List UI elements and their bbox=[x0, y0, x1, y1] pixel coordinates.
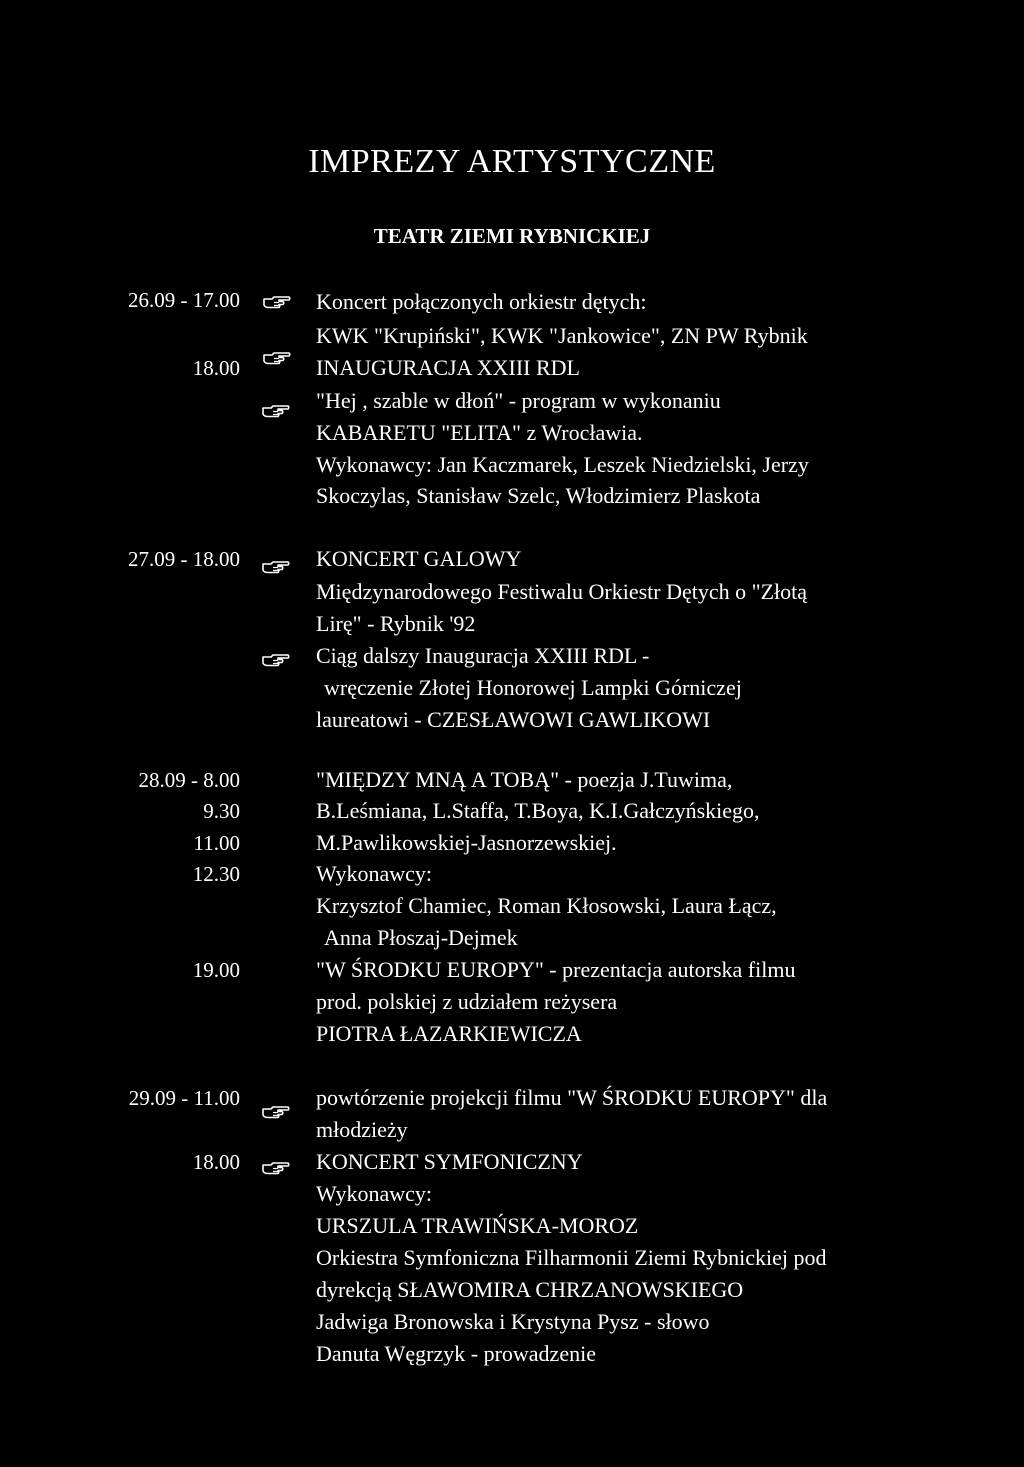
event-line: Jadwiga Bronowska i Krystyna Pysz - słowo bbox=[316, 1309, 710, 1334]
pointing-hand-icon bbox=[262, 559, 290, 575]
event-line: dyrekcją SŁAWOMIRA CHRZANOWSKIEGO bbox=[316, 1277, 744, 1302]
event-line: KABARETU "ELITA" z Wrocławia. bbox=[316, 420, 643, 445]
pointing-hand-icon bbox=[262, 1104, 290, 1120]
pointing-hand-icon bbox=[262, 403, 290, 419]
time-label: 18.00 bbox=[192, 356, 240, 380]
event-line: Wykonawcy: Jan Kaczmarek, Leszek Niedzielski, Jerzy bbox=[316, 452, 809, 477]
event-line: Koncert połączonych orkiestr dętych: bbox=[316, 289, 647, 314]
time-label: 19.00 bbox=[192, 958, 240, 982]
time-label: 26.09 - 17.00 bbox=[128, 288, 240, 312]
time-label: 9.30 bbox=[203, 799, 240, 823]
event-line: KONCERT SYMFONICZNY bbox=[316, 1149, 583, 1174]
pointing-hand-icon bbox=[263, 350, 291, 366]
event-line: Wykonawcy: bbox=[316, 861, 432, 886]
event-line: laureatowi - CZESŁAWOWI GAWLIKOWI bbox=[316, 707, 711, 732]
event-line: prod. polskiej z udziałem reżysera bbox=[316, 989, 618, 1014]
event-line: KONCERT GALOWY bbox=[316, 546, 522, 571]
event-line: URSZULA TRAWIŃSKA-MOROZ bbox=[316, 1213, 639, 1238]
page-title: IMPREZY ARTYSTYCZNE bbox=[308, 143, 716, 180]
event-line: Ciąg dalszy Inauguracja XXIII RDL - bbox=[316, 643, 650, 668]
event-line: Skoczylas, Stanisław Szelc, Włodzimierz Plaskota bbox=[316, 483, 761, 508]
event-line: wręczenie Złotej Honorowej Lampki Górniczej bbox=[324, 675, 742, 700]
event-line: Orkiestra Symfoniczna Filharmonii Ziemi Rybnickiej pod bbox=[316, 1245, 827, 1270]
time-label: 28.09 - 8.00 bbox=[138, 768, 240, 792]
time-label: 27.09 - 18.00 bbox=[128, 547, 240, 571]
event-line: młodzieży bbox=[316, 1117, 408, 1142]
event-line: "W ŚRODKU EUROPY" - prezentacja autorska filmu bbox=[316, 957, 796, 982]
event-line: PIOTRA ŁAZARKIEWICZA bbox=[316, 1021, 582, 1046]
pointing-hand-icon bbox=[262, 1160, 290, 1176]
event-line: Anna Płoszaj-Dejmek bbox=[324, 925, 518, 950]
time-label: 18.00 bbox=[192, 1150, 240, 1174]
time-label: 29.09 - 11.00 bbox=[128, 1086, 240, 1110]
time-label: 12.30 bbox=[192, 862, 240, 886]
event-line: Danuta Węgrzyk - prowadzenie bbox=[316, 1341, 596, 1366]
event-line: "Hej , szable w dłoń" - program w wykonaniu bbox=[316, 388, 721, 413]
event-line: "MIĘDZY MNĄ A TOBĄ" - poezja J.Tuwima, bbox=[316, 767, 733, 792]
event-line: KWK "Krupiński", KWK "Jankowice", ZN PW Rybnik bbox=[316, 323, 808, 348]
pointing-hand-icon bbox=[263, 294, 291, 310]
time-label: 11.00 bbox=[193, 831, 240, 855]
event-line: Lirę" - Rybnik '92 bbox=[316, 611, 476, 636]
event-line: B.Leśmiana, L.Staffa, T.Boya, K.I.Gałczyńskiego, bbox=[316, 798, 760, 823]
event-line: Wykonawcy: bbox=[316, 1181, 432, 1206]
event-line: Międzynarodowego Festiwalu Orkiestr Dętych o "Złotą bbox=[316, 579, 808, 604]
pointing-hand-icon bbox=[262, 652, 290, 668]
event-line: Krzysztof Chamiec, Roman Kłosowski, Laura Łącz, bbox=[316, 893, 777, 918]
venue-heading: TEATR ZIEMI RYBNICKIEJ bbox=[373, 224, 651, 248]
event-line: powtórzenie projekcji filmu "W ŚRODKU EUROPY" dla bbox=[316, 1085, 828, 1110]
event-line: M.Pawlikowskiej-Jasnorzewskiej. bbox=[316, 830, 617, 855]
event-line: INAUGURACJA XXIII RDL bbox=[316, 355, 580, 380]
